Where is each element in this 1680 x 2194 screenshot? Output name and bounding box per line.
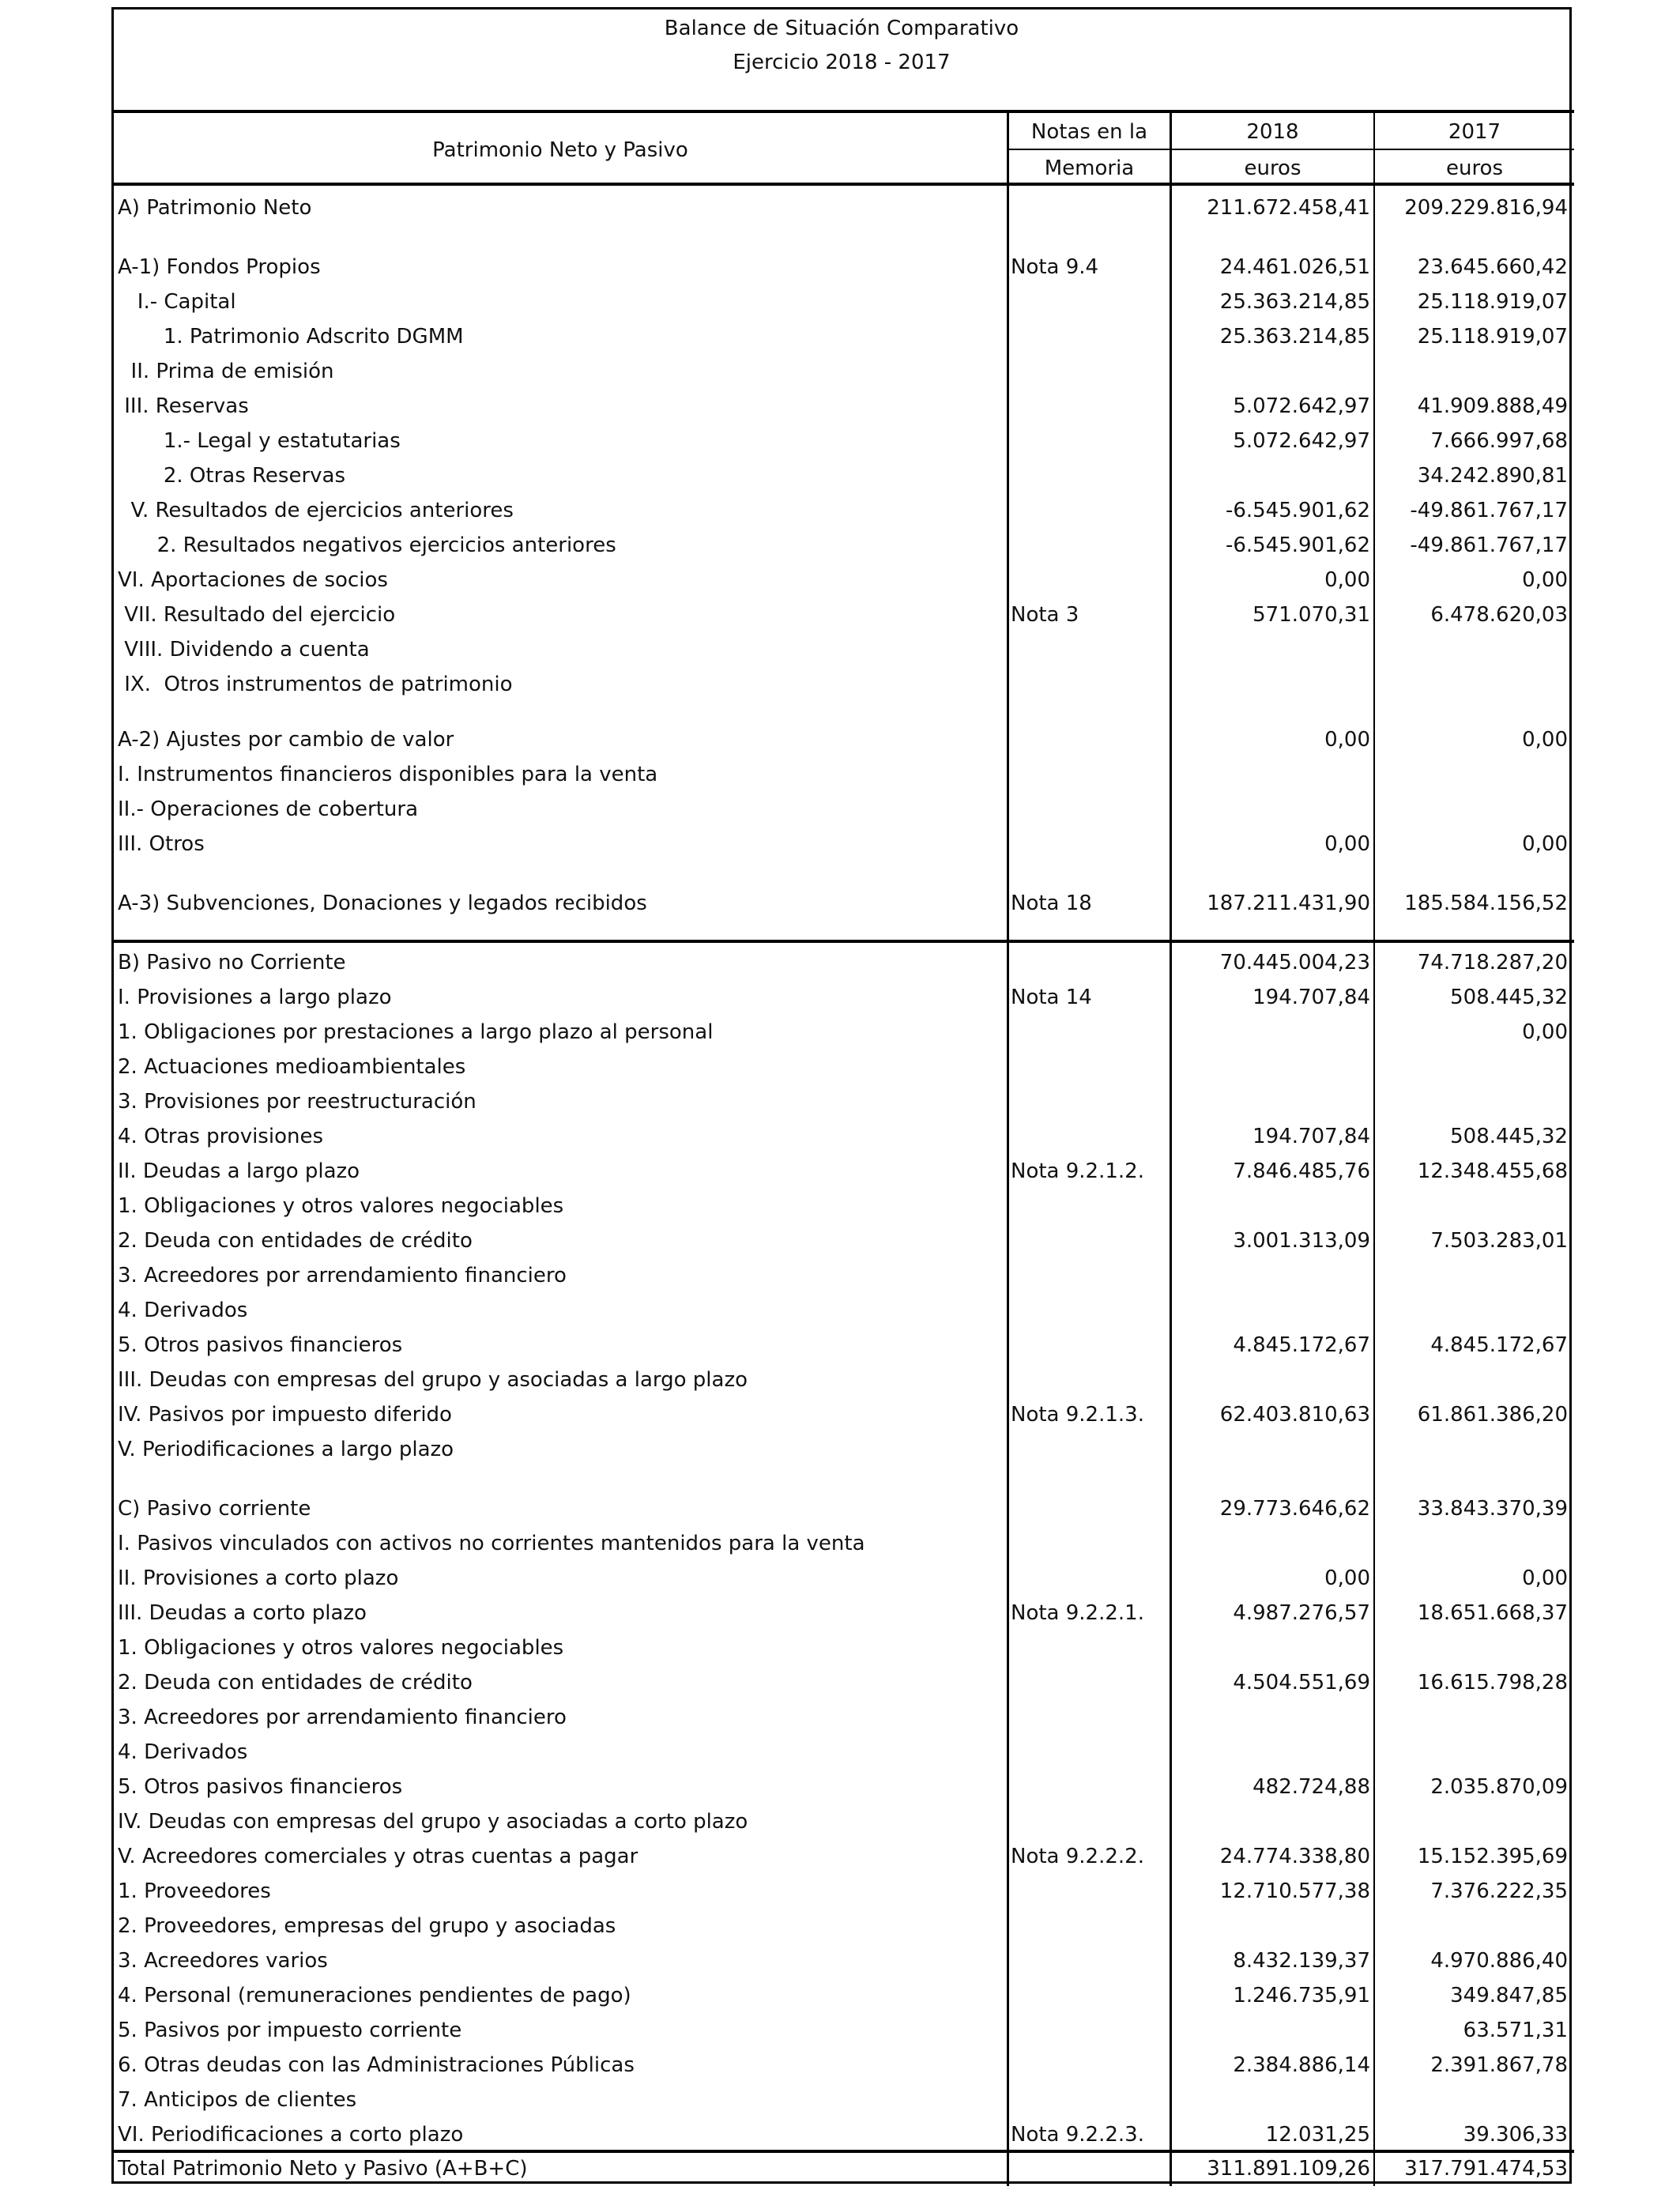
table-row	[114, 2117, 1569, 2152]
row-label: 2. Proveedores, empresas del grupo y asociadas	[118, 1914, 616, 1938]
row-value-2017: 74.718.287,20	[1417, 951, 1568, 974]
row-value-2018: 7.846.485,76	[1233, 1159, 1370, 1183]
row-value-2017: 23.645.660,42	[1417, 255, 1568, 279]
row-label: II. Provisiones a corto plazo	[118, 1566, 399, 1590]
row-value-2018: 0,00	[1324, 1566, 1370, 1590]
row-label: I. Pasivos vinculados con activos no corrientes mantenidos para la venta	[118, 1532, 865, 1555]
title-divider	[114, 110, 1574, 113]
row-label: 4. Derivados	[118, 1299, 248, 1322]
table-row	[114, 1665, 1569, 1700]
column-header-label: Patrimonio Neto y Pasivo	[432, 138, 688, 162]
row-value-2017: 317.791.474,53	[1404, 2157, 1568, 2181]
row-value-2018: 211.672.458,41	[1207, 196, 1370, 220]
table-row	[114, 792, 1569, 827]
row-label: 2. Deuda con entidades de crédito	[118, 1229, 473, 1253]
row-label: IV. Pasivos por impuesto diferido	[118, 1403, 452, 1427]
table-row	[114, 2048, 1569, 2083]
table-row	[114, 632, 1569, 667]
table-row	[114, 354, 1569, 389]
row-value-2017: -49.861.767,17	[1410, 533, 1568, 557]
row-value-2017: 15.152.395,69	[1417, 1845, 1568, 1868]
row-value-2017: 34.242.890,81	[1417, 464, 1568, 488]
row-value-2018: 194.707,84	[1252, 986, 1370, 1009]
row-value-2017: 12.348.455,68	[1417, 1159, 1568, 1183]
row-value-2017: 6.478.620,03	[1430, 603, 1568, 627]
row-value-2018: 12.031,25	[1265, 2123, 1370, 2147]
row-value-2018: 12.710.577,38	[1219, 1879, 1370, 1903]
row-label: VI. Aportaciones de socios	[118, 568, 388, 592]
row-value-2017: 0,00	[1522, 728, 1568, 752]
row-value-2018: 25.363.214,85	[1219, 290, 1370, 314]
row-label: II.- Operaciones de cobertura	[118, 797, 418, 821]
table-row	[114, 1526, 1569, 1561]
row-label: I.- Capital	[118, 290, 236, 314]
row-value-2018: -6.545.901,62	[1225, 533, 1370, 557]
row-label: IX. Otros instrumentos de patrimonio	[118, 673, 513, 696]
row-value-2018: 194.707,84	[1252, 1125, 1370, 1148]
row-note: Nota 9.2.2.1.	[1011, 1601, 1144, 1625]
table-row	[114, 945, 1569, 980]
balance-sheet	[111, 7, 1572, 2184]
row-label: III. Otros	[118, 832, 205, 856]
table-row	[114, 1258, 1569, 1293]
row-value-2018: 2.384.886,14	[1233, 2053, 1370, 2077]
row-value-2017: 18.651.668,37	[1417, 1601, 1568, 1625]
table-row	[114, 1328, 1569, 1363]
row-label: A-2) Ajustes por cambio de valor	[118, 728, 454, 752]
row-note: Nota 9.2.2.2.	[1011, 1845, 1144, 1868]
row-label: 5. Otros pasivos financieros	[118, 1775, 403, 1799]
row-value-2018: 5.072.642,97	[1233, 394, 1370, 418]
row-value-2018: 62.403.810,63	[1219, 1403, 1370, 1427]
table-row	[114, 319, 1569, 354]
table-row	[114, 424, 1569, 458]
row-label: B) Pasivo no Corriente	[118, 951, 346, 974]
row-value-2017: 185.584.156,52	[1404, 892, 1568, 915]
table-row	[114, 980, 1569, 1015]
row-value-2017: 209.229.816,94	[1404, 196, 1568, 220]
table-row	[114, 827, 1569, 861]
table-row	[114, 1630, 1569, 1665]
column-header-2017-unit: euros	[1445, 156, 1504, 180]
row-label: V. Acreedores comerciales y otras cuentas a pagar	[118, 1845, 638, 1868]
table-row	[114, 722, 1569, 757]
table-row	[114, 1700, 1569, 1735]
column-header-2018-unit: euros	[1244, 156, 1301, 180]
row-label: C) Pasivo corriente	[118, 1497, 311, 1521]
table-row	[114, 2013, 1569, 2048]
table-row	[114, 1874, 1569, 1909]
row-value-2017: 25.118.919,07	[1417, 290, 1568, 314]
table-row	[114, 1909, 1569, 1943]
row-label: 2. Resultados negativos ejercicios anteriores	[118, 533, 616, 557]
row-value-2018: 3.001.313,09	[1233, 1229, 1370, 1253]
column-header-2018: 2018	[1246, 120, 1299, 144]
row-label: VII. Resultado del ejercicio	[118, 603, 396, 627]
row-label: 2. Deuda con entidades de crédito	[118, 1671, 473, 1695]
row-value-2018: 0,00	[1324, 832, 1370, 856]
row-value-2018: 0,00	[1324, 728, 1370, 752]
row-value-2018: 8.432.139,37	[1233, 1949, 1370, 1973]
row-value-2018: 311.891.109,26	[1207, 2157, 1370, 2181]
row-value-2017: 349.847,85	[1450, 1984, 1568, 2007]
row-label: Total Patrimonio Neto y Pasivo (A+B+C)	[118, 2157, 528, 2181]
row-value-2017: 7.666.997,68	[1430, 429, 1568, 453]
row-value-2018: 25.363.214,85	[1219, 325, 1370, 349]
row-value-2018: 29.773.646,62	[1219, 1497, 1370, 1521]
row-label: VI. Periodificaciones a corto plazo	[118, 2123, 464, 2147]
row-value-2017: 63.571,31	[1463, 2019, 1568, 2042]
row-label: VIII. Dividendo a cuenta	[118, 638, 370, 662]
row-value-2018: 0,00	[1324, 568, 1370, 592]
row-value-2017: 25.118.919,07	[1417, 325, 1568, 349]
row-label: 1.- Legal y estatutarias	[118, 429, 401, 453]
table-row	[114, 1596, 1569, 1630]
table-row	[114, 1735, 1569, 1770]
table-row	[114, 1084, 1569, 1119]
row-label: A) Patrimonio Neto	[118, 196, 312, 220]
row-label: V. Periodificaciones a largo plazo	[118, 1438, 454, 1461]
table-row	[114, 1293, 1569, 1328]
column-header-notes-sub: Memoria	[1044, 156, 1135, 180]
row-label: 4. Otras provisiones	[118, 1125, 323, 1148]
row-note: Nota 9.2.1.3.	[1011, 1403, 1144, 1427]
total-row	[114, 2151, 1569, 2186]
row-label: 5. Otros pasivos financieros	[118, 1333, 403, 1357]
table-row	[114, 563, 1569, 598]
table-row	[114, 1397, 1569, 1432]
row-value-2017: 0,00	[1522, 1020, 1568, 1044]
table-row	[114, 1189, 1569, 1223]
table-row	[114, 1015, 1569, 1050]
row-value-2018: 70.445.004,23	[1219, 951, 1370, 974]
row-value-2017: 2.391.867,78	[1430, 2053, 1568, 2077]
table-row	[114, 1363, 1569, 1397]
row-note: Nota 9.2.2.3.	[1011, 2123, 1144, 2147]
table-row	[114, 1119, 1569, 1154]
table-row	[114, 285, 1569, 319]
row-note: Nota 9.4	[1011, 255, 1099, 279]
row-value-2017: 41.909.888,49	[1417, 394, 1568, 418]
row-label: 4. Personal (remuneraciones pendientes de pago)	[118, 1984, 631, 2007]
table-row	[114, 1561, 1569, 1596]
header-bottom-border	[114, 183, 1574, 186]
header-divider	[1007, 149, 1574, 150]
row-label: III. Deudas con empresas del grupo y asociadas a largo plazo	[118, 1368, 748, 1392]
row-value-2018: 571.070,31	[1252, 603, 1370, 627]
table-row	[114, 1491, 1569, 1526]
row-value-2017: 508.445,32	[1450, 986, 1568, 1009]
row-note: Nota 18	[1011, 892, 1092, 915]
table-row	[114, 1154, 1569, 1189]
report-period: Ejercicio 2018 - 2017	[733, 51, 951, 74]
row-label: III. Deudas a corto plazo	[118, 1601, 367, 1625]
row-label: 3. Acreedores por arrendamiento financiero	[118, 1264, 567, 1287]
row-value-2017: 7.376.222,35	[1430, 1879, 1568, 1903]
row-label: 3. Acreedores por arrendamiento financiero	[118, 1706, 567, 1729]
table-row	[114, 389, 1569, 424]
row-label: V. Resultados de ejercicios anteriores	[118, 499, 514, 522]
row-label: 5. Pasivos por impuesto corriente	[118, 2019, 462, 2042]
row-value-2018: 1.246.735,91	[1233, 1984, 1370, 2007]
row-value-2017: 0,00	[1522, 1566, 1568, 1590]
row-value-2018: 5.072.642,97	[1233, 429, 1370, 453]
row-value-2018: 4.504.551,69	[1233, 1671, 1370, 1695]
table-row	[114, 190, 1569, 225]
table-row	[114, 1770, 1569, 1804]
table-row	[114, 528, 1569, 563]
row-label: 4. Derivados	[118, 1740, 248, 1764]
row-value-2018: 4.987.276,57	[1233, 1601, 1370, 1625]
table-row	[114, 250, 1569, 285]
table-row	[114, 667, 1569, 702]
row-value-2018: 482.724,88	[1252, 1775, 1370, 1799]
row-value-2017: 0,00	[1522, 568, 1568, 592]
row-note: Nota 3	[1011, 603, 1079, 627]
table-row	[114, 886, 1569, 921]
row-value-2017: 61.861.386,20	[1417, 1403, 1568, 1427]
row-label: 7. Anticipos de clientes	[118, 2088, 357, 2112]
row-note: Nota 9.2.1.2.	[1011, 1159, 1144, 1183]
row-label: 6. Otras deudas con las Administraciones Públicas	[118, 2053, 635, 2077]
table-row	[114, 1839, 1569, 1874]
report-title: Balance de Situación Comparativo	[664, 17, 1019, 40]
table-row	[114, 1804, 1569, 1839]
table-row	[114, 1943, 1569, 1978]
row-label: 3. Acreedores varios	[118, 1949, 328, 1973]
row-value-2017: 33.843.370,39	[1417, 1497, 1568, 1521]
table-row	[114, 598, 1569, 632]
row-value-2017: 7.503.283,01	[1430, 1229, 1568, 1253]
row-label: III. Reservas	[118, 394, 249, 418]
row-label: I. Instrumentos financieros disponibles para la venta	[118, 763, 658, 786]
row-label: 1. Patrimonio Adscrito DGMM	[118, 325, 464, 349]
row-value-2017: 508.445,32	[1450, 1125, 1568, 1148]
table-row	[114, 1223, 1569, 1258]
row-label: 2. Otras Reservas	[118, 464, 346, 488]
row-label: 1. Obligaciones por prestaciones a largo plazo al personal	[118, 1020, 714, 1044]
table-row	[114, 1050, 1569, 1084]
row-label: I. Provisiones a largo plazo	[118, 986, 392, 1009]
row-label: 1. Obligaciones y otros valores negociables	[118, 1636, 564, 1660]
row-value-2018: -6.545.901,62	[1225, 499, 1370, 522]
row-label: 2. Actuaciones medioambientales	[118, 1055, 466, 1079]
row-label: II. Deudas a largo plazo	[118, 1159, 360, 1183]
table-row	[114, 493, 1569, 528]
row-value-2017: 2.035.870,09	[1430, 1775, 1568, 1799]
row-value-2017: 39.306,33	[1463, 2123, 1568, 2147]
table-row	[114, 2083, 1569, 2117]
row-value-2017: 16.615.798,28	[1417, 1671, 1568, 1695]
row-value-2017: 4.970.886,40	[1430, 1949, 1568, 1973]
row-note: Nota 14	[1011, 986, 1092, 1009]
row-label: II. Prima de emisión	[118, 360, 334, 383]
column-header-2017: 2017	[1448, 120, 1501, 144]
row-value-2018: 187.211.431,90	[1207, 892, 1370, 915]
section-divider-b	[114, 940, 1574, 943]
table-row	[114, 1978, 1569, 2013]
row-value-2018: 24.461.026,51	[1219, 255, 1370, 279]
row-value-2017: -49.861.767,17	[1410, 499, 1568, 522]
row-label: IV. Deudas con empresas del grupo y asociadas a corto plazo	[118, 1810, 748, 1834]
table-row	[114, 757, 1569, 792]
table-row	[114, 1432, 1569, 1467]
column-header-notes: Notas en la	[1030, 120, 1148, 144]
row-value-2017: 0,00	[1522, 832, 1568, 856]
row-value-2018: 4.845.172,67	[1233, 1333, 1370, 1357]
row-label: A-3) Subvenciones, Donaciones y legados recibidos	[118, 892, 647, 915]
row-value-2017: 4.845.172,67	[1430, 1333, 1568, 1357]
row-label: 1. Obligaciones y otros valores negociables	[118, 1194, 564, 1218]
table-row	[114, 458, 1569, 493]
row-value-2018: 24.774.338,80	[1219, 1845, 1370, 1868]
row-label: 1. Proveedores	[118, 1879, 271, 1903]
row-label: 3. Provisiones por reestructuración	[118, 1090, 477, 1114]
row-label: A-1) Fondos Propios	[118, 255, 321, 279]
